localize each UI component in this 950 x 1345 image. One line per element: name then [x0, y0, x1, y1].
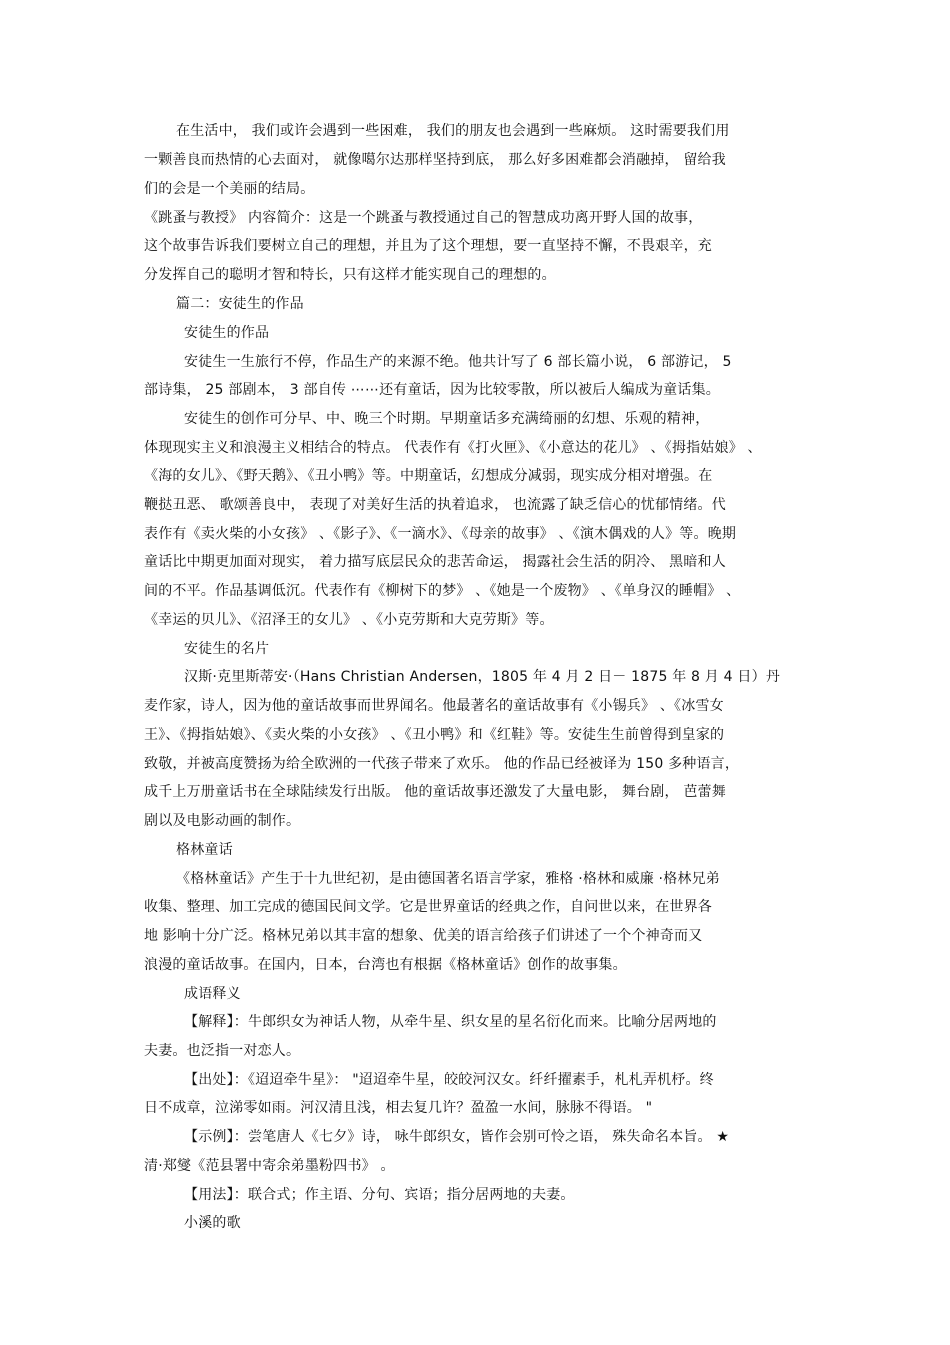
text-line: 《海的女儿》、《野天鹅》、《丑小鸭》等。中期童话，幻想成分减弱，现实成分相对增强。在	[144, 468, 713, 484]
text-line: 收集、整理、加工完成的德国民间文学。它是世界童话的经典之作，自问世以来，在世界各	[144, 899, 712, 915]
section-heading: 成语释义	[184, 986, 241, 1002]
text-line: 《跳蚤与教授》 内容简介：这是一个跳蚤与教授通过自己的智慧成功离开野人国的故事，	[144, 210, 703, 226]
text-line: 《格林童话》产生于十九世纪初，是由德国著名语言学家，雅格 ·格林和威廉 ·格林兄弟	[176, 871, 720, 887]
text-line: 【示例】：尝笔唐人《七夕》诗， 咏牛郎织女，皆作会别可怜之语， 殊失命名本旨。 ★	[184, 1129, 730, 1145]
text-line: 这个故事告诉我们要树立自己的理想，并且为了这个理想，要一直坚持不懈，不畏艰辛，充	[144, 238, 712, 254]
text-line: 表作有《卖火柴的小女孩》 、《影子》、《一滴水》、《母亲的故事》 、《演木偶戏的人》等。晚期	[144, 526, 737, 542]
text-line: 浪漫的童话故事。在国内，日本，台湾也有根据《格林童话》创作的故事集。	[144, 957, 627, 973]
text-line: 【解释】：牛郎织女为神话人物，从牵牛星、织女星的星名衍化而来。比喻分居两地的	[184, 1014, 717, 1030]
text-line: 在生活中， 我们或许会遇到一些困难， 我们的朋友也会遇到一些麻烦。 这时需要我们用	[176, 123, 730, 139]
text-line: 安徒生一生旅行不停，作品生产的来源不绝。他共计写了 6 部长篇小说， 6 部游记， 5	[184, 354, 732, 370]
text-line: 《幸运的贝儿》、《沼泽王的女儿》 、《小克劳斯和大克劳斯》等。	[144, 612, 554, 628]
text-line: 安徒生的创作可分早、中、晚三个时期。早期童话多充满绮丽的幻想、乐观的精神，	[184, 411, 710, 427]
text-line: 体现现实主义和浪漫主义相结合的特点。 代表作有《打火匣》、《小意达的花儿》 、《拇指姑娘》 、	[144, 440, 762, 456]
text-line: 【用法】：联合式；作主语、分句、宾语；指分居两地的夫妻。	[184, 1187, 575, 1203]
text-line: 【出处】：《迢迢牵牛星》： "迢迢牵牛星，皎皎河汉女。纤纤擢素手，札札弄机杼。终	[184, 1072, 714, 1088]
section-heading: 篇二：安徒生的作品	[176, 296, 304, 312]
text-line: 王》、《拇指姑娘》、《卖火柴的小女孩》 、《丑小鸭》和《红鞋》等。安徒生生前曾得到皇家的	[144, 727, 725, 743]
section-heading: 安徒生的名片	[184, 641, 270, 657]
text-line: 鞭挞丑恶、 歌颂善良中， 表现了对美好生活的执着追求， 也流露了缺乏信心的忧郁情绪。代	[144, 497, 726, 513]
text-line: 一颗善良而热情的心去面对， 就像噶尔达那样坚持到底， 那么好多困难都会消融掉， 留给我	[144, 152, 726, 168]
section-heading: 小溪的歌	[184, 1215, 241, 1231]
text-line: 麦作家，诗人，因为他的童话故事而世界闻名。他最著名的童话故事有《小锡兵》 、《冰雪女	[144, 698, 724, 714]
section-heading: 安徒生的作品	[184, 325, 270, 341]
text-line: 剧以及电影动画的制作。	[144, 813, 301, 829]
text-line: 部诗集， 25 部剧本， 3 部自传 ⋯⋯还有童话，因为比较零散，所以被后人编成为童话集。	[144, 382, 720, 398]
text-line: 间的不平。作品基调低沉。代表作有《柳树下的梦》 、《她是一个废物》 、《单身汉的睡帽》 、	[144, 583, 741, 599]
text-line: 地 影响十分广泛。格林兄弟以其丰富的想象、优美的语言给孩子们讲述了一个个神奇而又	[144, 928, 703, 944]
text-line: 夫妻。也泛指一对恋人。	[144, 1043, 301, 1059]
text-line: 童话比中期更加面对现实， 着力描写底层民众的悲苦命运， 揭露社会生活的阴冷、 黑暗和人	[144, 554, 726, 570]
text-line: 致敬，并被高度赞扬为给全欧洲的一代孩子带来了欢乐。 他的作品已经被译为 150 多种语言，	[144, 756, 740, 772]
text-line: 分发挥自己的聪明才智和特长，只有这样才能实现自己的理想的。	[144, 267, 556, 283]
text-line: 成千上万册童话书在全球陆续发行出版。 他的童话故事还激发了大量电影， 舞台剧， 芭蕾舞	[144, 784, 726, 800]
text-line: 清·郑燮《范县署中寄余弟墨粉四书》 。	[144, 1158, 395, 1174]
text-line: 们的会是一个美丽的结局。	[144, 181, 315, 197]
section-heading: 格林童话	[176, 842, 233, 858]
text-line: 汉斯·克里斯蒂安·（Hans Christian Andersen，1805 年 4 月 2 日－ 1875 年 8 月 4 日）丹	[184, 669, 781, 685]
text-line: 日不成章，泣涕零如雨。河汉清且浅，相去复几许？盈盈一水间，脉脉不得语。 "	[144, 1100, 653, 1116]
